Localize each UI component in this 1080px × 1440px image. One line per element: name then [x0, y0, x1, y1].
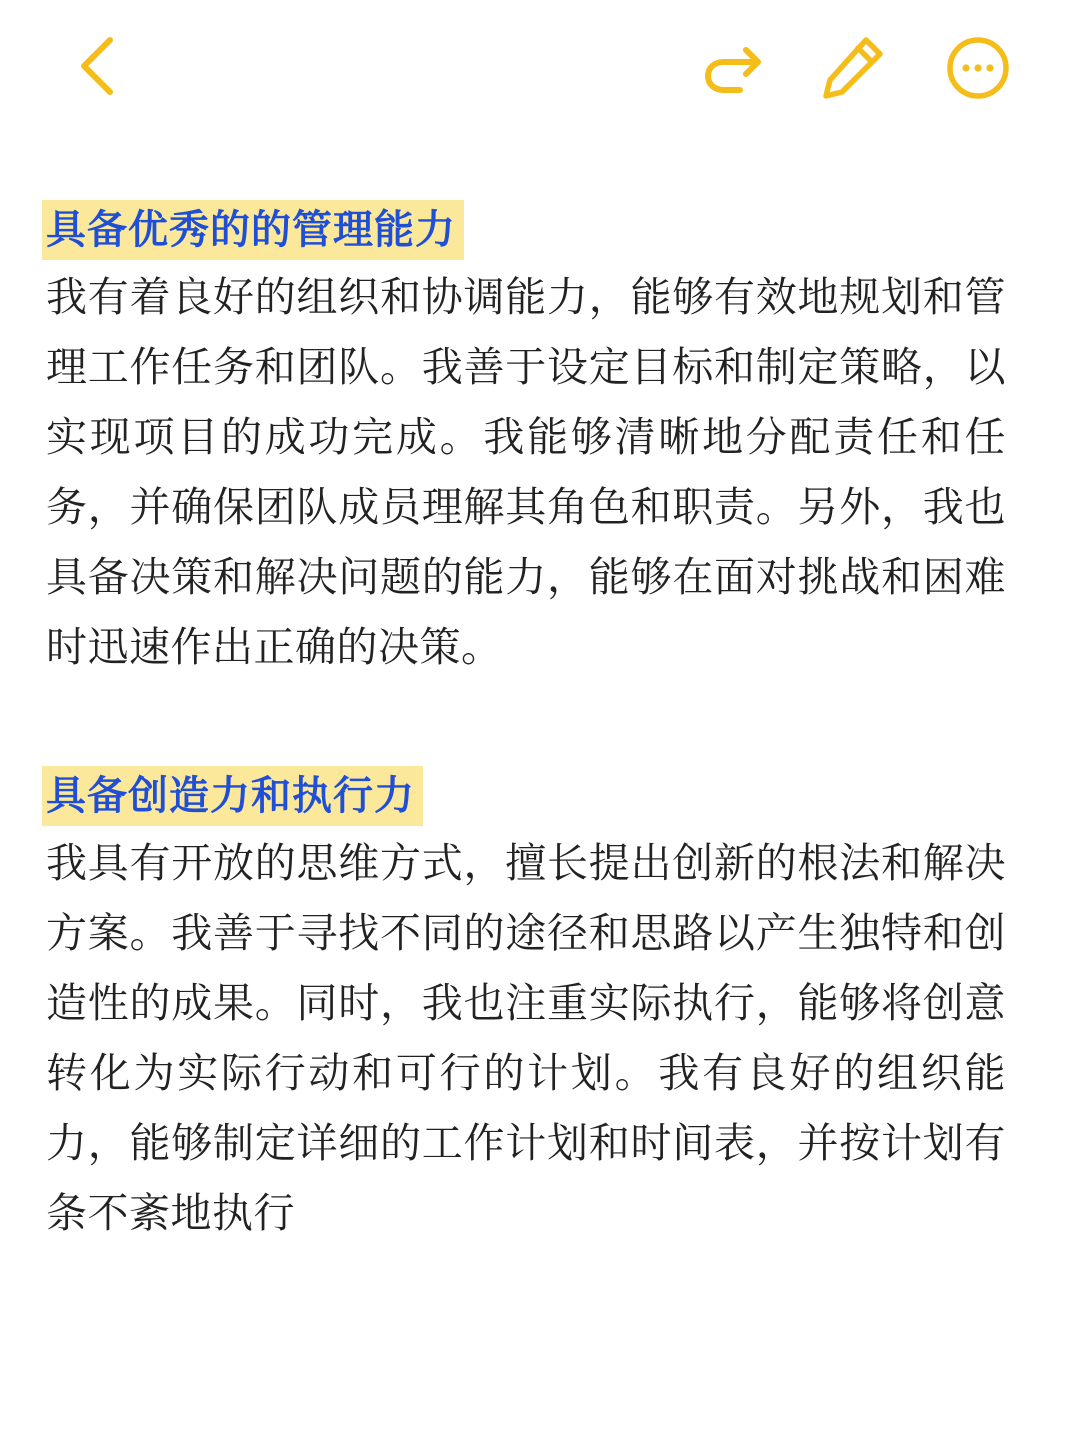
- section-paragraph: 我有着良好的组织和协调能力，能够有效地规划和管理工作任务和团队。我善于设定目标和制定策略，以实现项目的成功完成。我能够清晰地分配责任和任务，并确保团队成员理解其角色和职责。另外，我也具备决策和解决问题的能力，能够在面对挑战和困难时迅速作出正确的决策。: [46, 273, 1006, 671]
- note-section-creativity: [46, 766, 1016, 1248]
- edit-button[interactable]: [818, 30, 890, 102]
- more-button[interactable]: [944, 34, 1012, 102]
- share-arrow-icon: [700, 36, 764, 100]
- pencil-icon: [818, 30, 890, 102]
- section-paragraph: 我具有开放的思维方式，擅长提出创新的根法和解决方案。我善于寻找不同的途径和思路以产生独特和创造性的成果。同时，我也注重实际执行，能够将创意转化为实际行动和可行的计划。我有良好的组织能力，能够制定详细的工作计划和时间表，并按计划有条不紊地执行: [46, 839, 1006, 1237]
- back-button[interactable]: [66, 30, 130, 102]
- more-dots-icon: [944, 34, 1012, 102]
- section-heading: 具备优秀的的管理能力: [42, 200, 464, 260]
- section-heading: 具备创造力和执行力: [42, 766, 423, 826]
- note-section-management: [46, 200, 1016, 682]
- top-toolbar: [0, 0, 1080, 140]
- note-content: [46, 200, 1016, 1332]
- chevron-left-icon: [66, 30, 130, 102]
- share-button[interactable]: [700, 36, 764, 100]
